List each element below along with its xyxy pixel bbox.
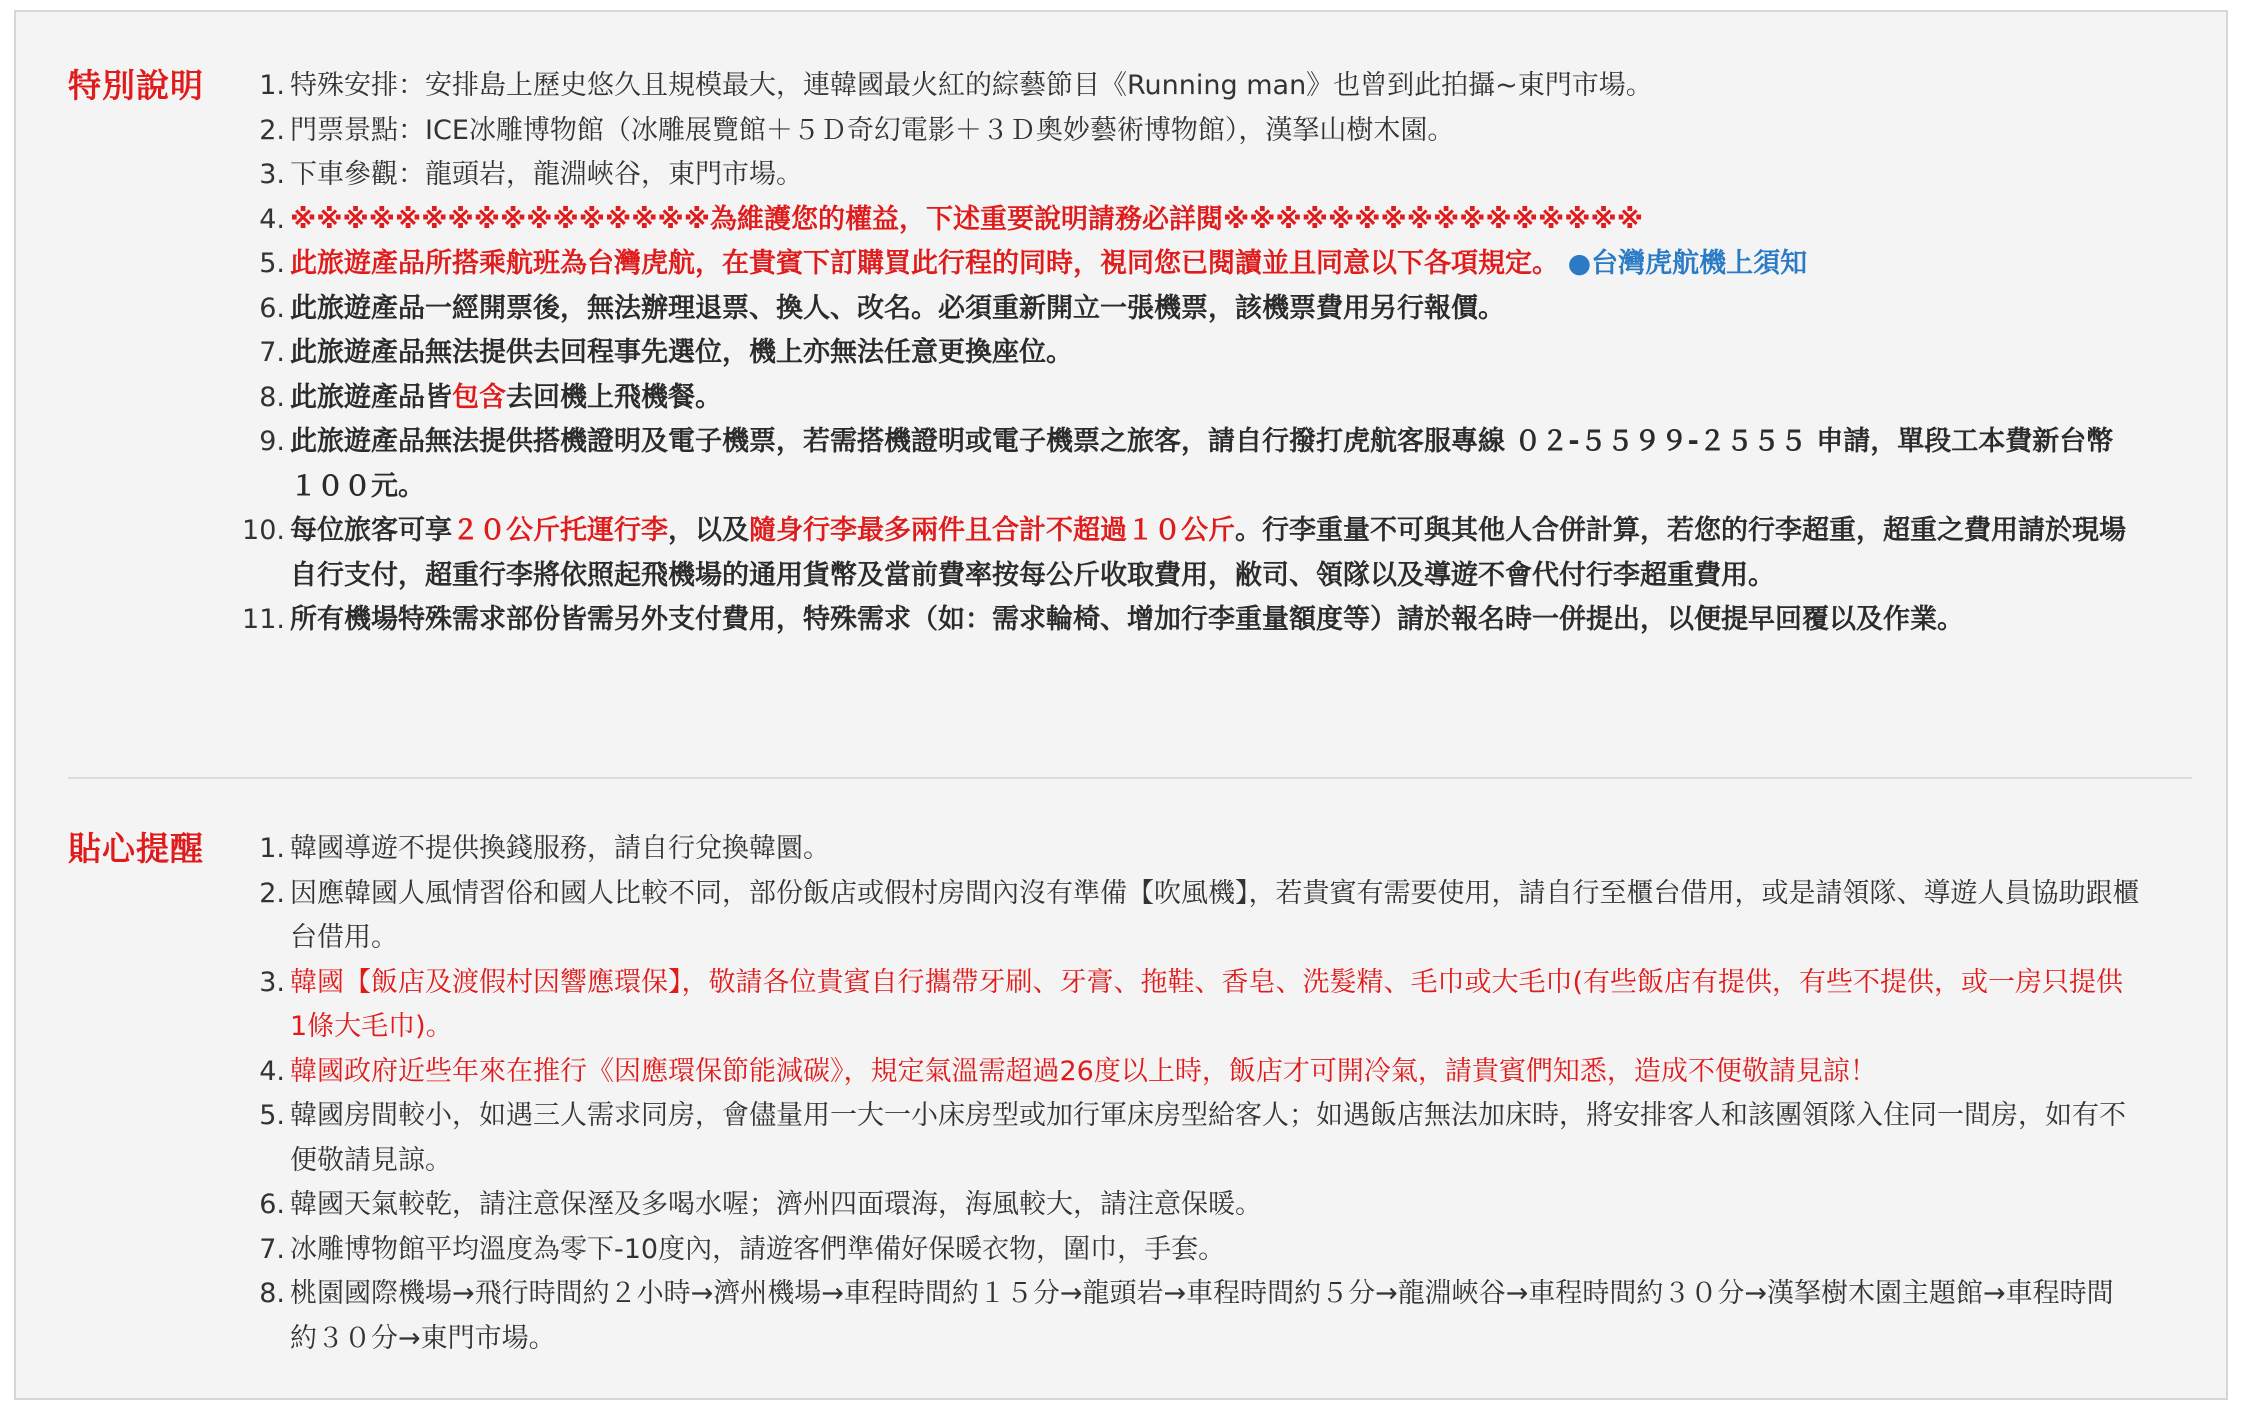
list-item <box>16 64 2140 109</box>
highlight-text: 隨身行李最多兩件且合計不超過１０公斤 <box>749 515 1235 546</box>
item-number: 6. <box>259 292 285 324</box>
info-panel <box>14 10 2228 1400</box>
highlight-text: 包含 <box>452 381 506 413</box>
list-item <box>16 287 2140 332</box>
item-number: 5. <box>259 248 285 279</box>
item-text: 此旅遊產品無法提供搭機證明及電子機票，若需搭機證明或電子機票之旅客，請自行撥打虎航客服專線 ０２-５５９９-２５５５ 申請，單段工本費新台幣１００元。 <box>290 426 2114 502</box>
tigerair-onboard-notice-link[interactable]: ●台灣虎航機上須知 <box>1567 248 1808 279</box>
special-notes-list <box>16 64 2226 643</box>
item-number: 3. <box>259 159 285 190</box>
section-divider <box>68 777 2192 779</box>
item-number: 4. <box>259 1055 285 1087</box>
list-item <box>16 153 2140 198</box>
item-text: 因應韓國人風情習俗和國人比較不同，部份飯店或假村房間內沒有準備【吹風機】，若貴賓有需要使用，請自行至櫃台借用，或是請領隊、導遊人員協助跟櫃台借用。 <box>290 877 2140 953</box>
list-item <box>16 376 2140 421</box>
list-item <box>16 827 2140 872</box>
item-text: 下車參觀：龍頭岩，龍淵峽谷，東門市場。 <box>290 159 803 190</box>
item-text: 冰雕博物館平均溫度為零下-10度內，請遊客們準備好保暖衣物，圍巾，手套。 <box>290 1233 1226 1265</box>
list-item <box>16 509 2140 598</box>
list-item <box>16 961 2140 1050</box>
item-text: 韓國【飯店及渡假村因響應環保】，敬請各位貴賓自行攜帶牙刷、牙膏、拖鞋、香皂、洗髮精、毛巾或大毛巾(有些飯店有提供，有些不提供，或一房只提供1條大毛巾)。 <box>290 966 2124 1042</box>
item-text: 韓國政府近些年來在推行《因應環保節能減碳》，規定氣溫需超過26度以上時，飯店才可開冷氣，請貴賓們知悉，造成不便敬請見諒！ <box>290 1055 1877 1087</box>
item-number: 9. <box>259 426 285 457</box>
list-item <box>16 1050 2140 1095</box>
item-text: 韓國導遊不提供換錢服務，請自行兌換韓圜。 <box>290 833 830 864</box>
item-number: 2. <box>259 114 285 146</box>
item-text: 此旅遊產品無法提供去回程事先選位，機上亦無法任意更換座位。 <box>290 337 1073 368</box>
item-text: 韓國天氣較乾，請注意保溼及多喝水喔；濟州四面環海，海風較大，請注意保暖。 <box>290 1189 1262 1220</box>
list-item <box>16 242 2140 287</box>
section-title-tips: 貼心提醒 <box>68 829 204 868</box>
list-item <box>16 198 2140 243</box>
item-number: 10. <box>242 515 285 546</box>
highlight-text: ２０公斤托運行李 <box>452 515 668 546</box>
item-text: 此旅遊產品皆 <box>290 381 452 413</box>
list-item <box>16 598 2140 643</box>
item-number: 11. <box>242 604 285 635</box>
item-text: 。行李重量不可與其他人合併計算，若您的行李超重，超重之費用請於現場自行支付，超重行李將依照起飛機場的通用貨幣及當前費率按每公斤收取費用，敝司、領隊以及導遊不會代付行李超重費用。 <box>290 515 2126 591</box>
item-number: 6. <box>259 1189 285 1220</box>
section-title-special-notes: 特別說明 <box>68 66 204 105</box>
item-number: 7. <box>259 337 285 368</box>
item-number: 7. <box>259 1233 285 1265</box>
item-text: 去回機上飛機餐。 <box>506 381 722 413</box>
tips-list <box>16 827 2226 1361</box>
item-number: 1. <box>259 70 285 101</box>
list-item <box>16 109 2140 154</box>
important-notice-text: ※※※※※※※※※※※※※※※※為維護您的權益，下述重要說明請務必詳閱※※※※※※※※※※※※※※※※ <box>290 203 1643 235</box>
item-text: 所有機場特殊需求部份皆需另外支付費用，特殊需求（如：需求輪椅、增加行李重量額度等）請於報名時一併提出，以便提早回覆以及作業。 <box>290 604 1964 635</box>
item-number: 3. <box>259 966 285 998</box>
item-text: 此旅遊產品一經開票後，無法辦理退票、換人、改名。必須重新開立一張機票，該機票費用另行報價。 <box>290 292 1505 324</box>
item-text: 桃園國際機場→飛行時間約２小時→濟州機場→車程時間約１５分→龍頭岩→車程時間約５分→龍淵峽谷→車程時間約３０分→漢拏樹木園主題館→車程時間約３０分→東門市場。 <box>290 1278 2114 1354</box>
list-item <box>16 1094 2140 1183</box>
item-text: 門票景點：ICE冰雕博物館（冰雕展覽館＋５Ｄ奇幻電影＋３Ｄ奧妙藝術博物館），漢拏山樹木園。 <box>290 114 1455 146</box>
list-item <box>16 1183 2140 1228</box>
item-text: 韓國房間較小，如遇三人需求同房，會儘量用一大一小床房型或加行軍床房型給客人；如遇飯店無法加床時，將安排客人和該團領隊入住同一間房，如有不便敬請見諒。 <box>290 1100 2126 1176</box>
item-number: 2. <box>259 877 285 909</box>
list-item <box>16 420 2140 509</box>
list-item <box>16 1272 2140 1361</box>
item-number: 8. <box>259 381 285 413</box>
item-number: 1. <box>259 833 285 864</box>
item-number: 4. <box>259 203 285 235</box>
list-item <box>16 872 2140 961</box>
item-text: 每位旅客可享 <box>290 515 452 546</box>
item-text: ，以及 <box>668 515 749 546</box>
list-item <box>16 331 2140 376</box>
list-item <box>16 1228 2140 1273</box>
item-text: 此旅遊產品所搭乘航班為台灣虎航，在貴賓下訂購買此行程的同時，視同您已閱讀並且同意以下各項規定。 <box>290 248 1559 279</box>
item-number: 5. <box>259 1100 285 1131</box>
item-text: 特殊安排：安排島上歷史悠久且規模最大，連韓國最火紅的綜藝節目《Running man》也曾到此拍攝~東門市場。 <box>290 70 1653 101</box>
item-number: 8. <box>259 1278 285 1309</box>
